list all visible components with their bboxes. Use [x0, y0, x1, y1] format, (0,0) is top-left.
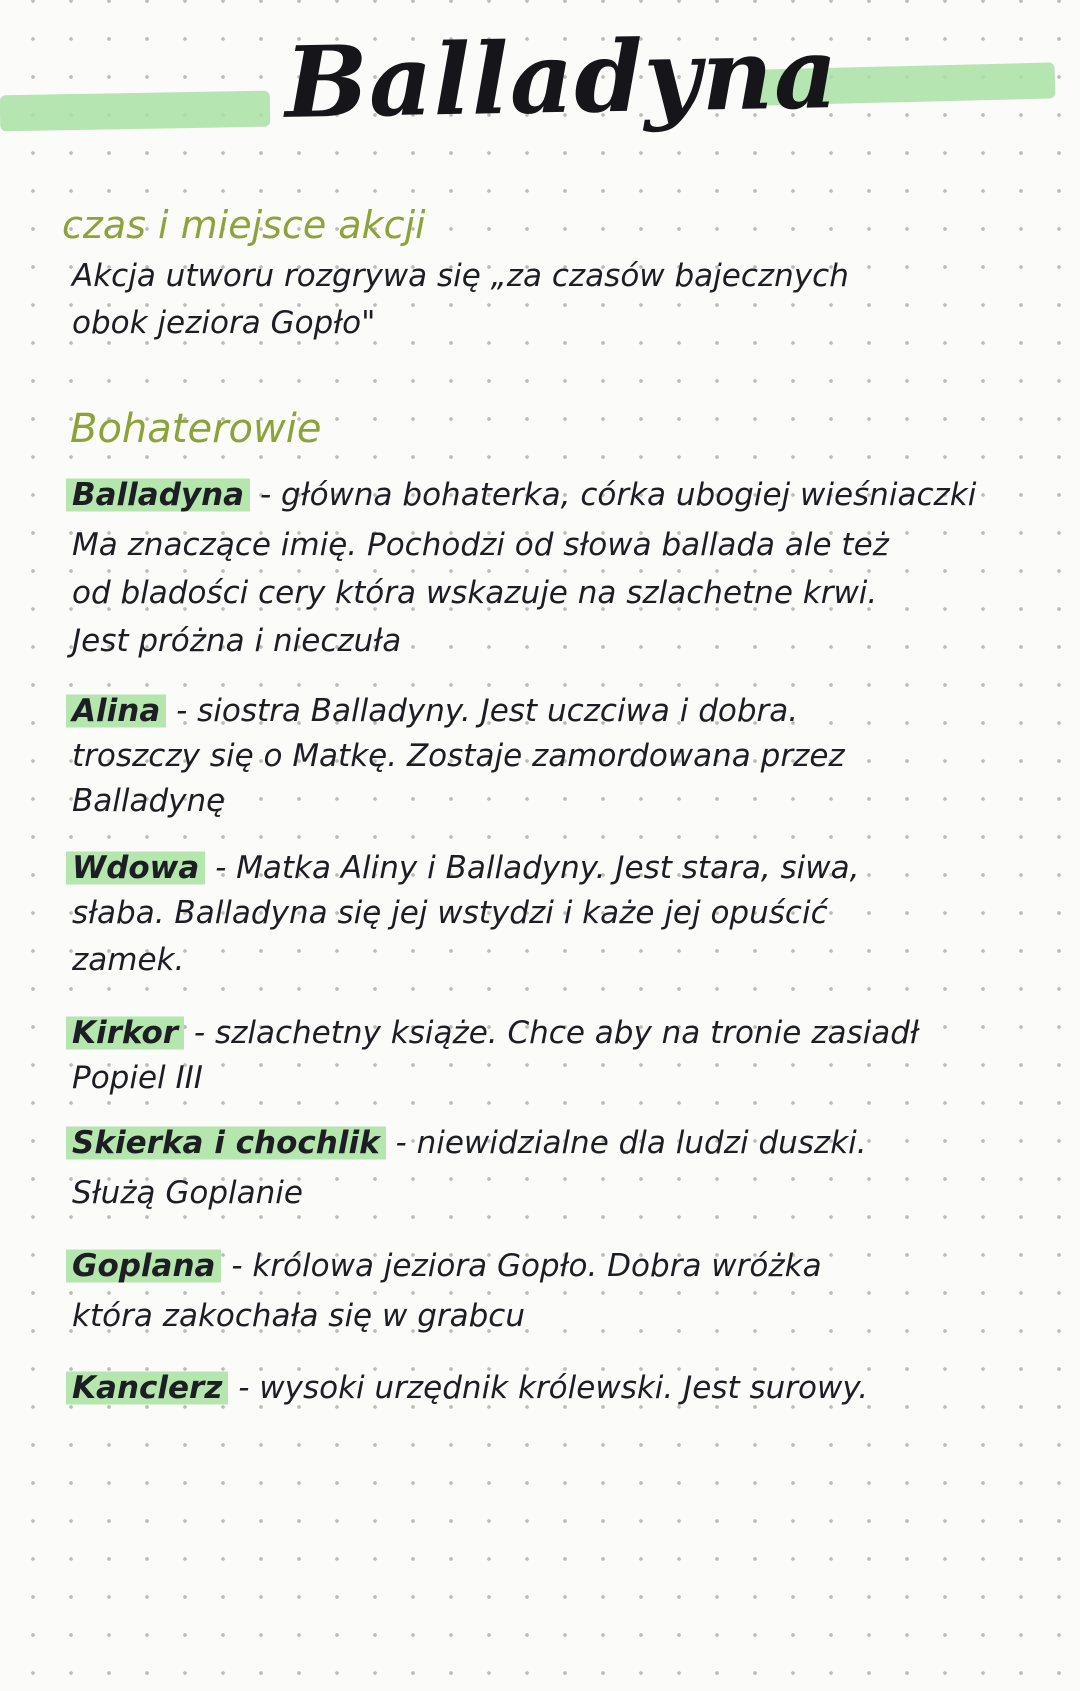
character-description: - niewidzialne dla ludzi duszki.: [385, 1125, 867, 1161]
character-entry: [72, 1370, 868, 1407]
character-description-line: Popiel III: [72, 1060, 203, 1096]
character-description: - Matka Aliny i Balladyny. Jest stara, siwa,: [205, 850, 860, 886]
character-name: Kanclerz: [66, 1370, 228, 1406]
setting-line: obok jeziora Gopło": [72, 305, 376, 341]
character-description-line: która zakochała się w grabcu: [72, 1298, 525, 1334]
setting-line: Akcja utworu rozgrywa się „za czasów bajecznych: [72, 258, 849, 294]
character-description-line: Jest próżna i nieczuła: [72, 623, 402, 659]
character-description: - królowa jeziora Gopło. Dobra wróżka: [221, 1248, 822, 1284]
character-description-line: Ma znaczące imię. Pochodzi od słowa ballada ale też: [72, 527, 889, 563]
characters-heading: Bohaterowie: [70, 406, 322, 452]
setting-heading: czas i miejsce akcji: [62, 203, 426, 247]
character-name: Skierka i chochlik: [66, 1125, 386, 1161]
character-entry: [72, 1125, 867, 1162]
character-description-line: słaba. Balladyna się jej wstydzi i każe jej opuścić: [72, 895, 828, 931]
title-highlight-left: [0, 91, 270, 132]
character-name: Alina: [66, 693, 166, 729]
character-description: - wysoki urzędnik królewski. Jest surowy.: [228, 1370, 869, 1406]
character-name: Goplana: [66, 1248, 221, 1284]
character-description: - główna bohaterka, córka ubogiej wieśniaczki: [250, 477, 977, 513]
character-entry: [72, 477, 976, 514]
character-description: - szlachetny książe. Chce aby na tronie zasiadł: [184, 1015, 919, 1051]
character-description-line: Służą Goplanie: [72, 1175, 303, 1211]
character-entry: [72, 1248, 822, 1285]
character-description-line: troszczy się o Matkę. Zostaje zamordowana przez: [72, 738, 845, 774]
character-name: Kirkor: [66, 1015, 184, 1051]
character-entry: [72, 1015, 919, 1052]
character-name: Balladyna: [66, 477, 250, 513]
page-title: Balladyna: [284, 16, 840, 141]
character-description-line: zamek.: [72, 942, 185, 978]
character-name: Wdowa: [66, 850, 205, 886]
character-description-line: Balladynę: [72, 783, 226, 819]
character-description-line: od bladości cery która wskazuje na szlachetne krwi.: [72, 575, 878, 611]
character-entry: [72, 693, 798, 730]
character-description: - siostra Balladyny. Jest uczciwa i dobra.: [166, 693, 799, 729]
character-entry: [72, 850, 860, 887]
